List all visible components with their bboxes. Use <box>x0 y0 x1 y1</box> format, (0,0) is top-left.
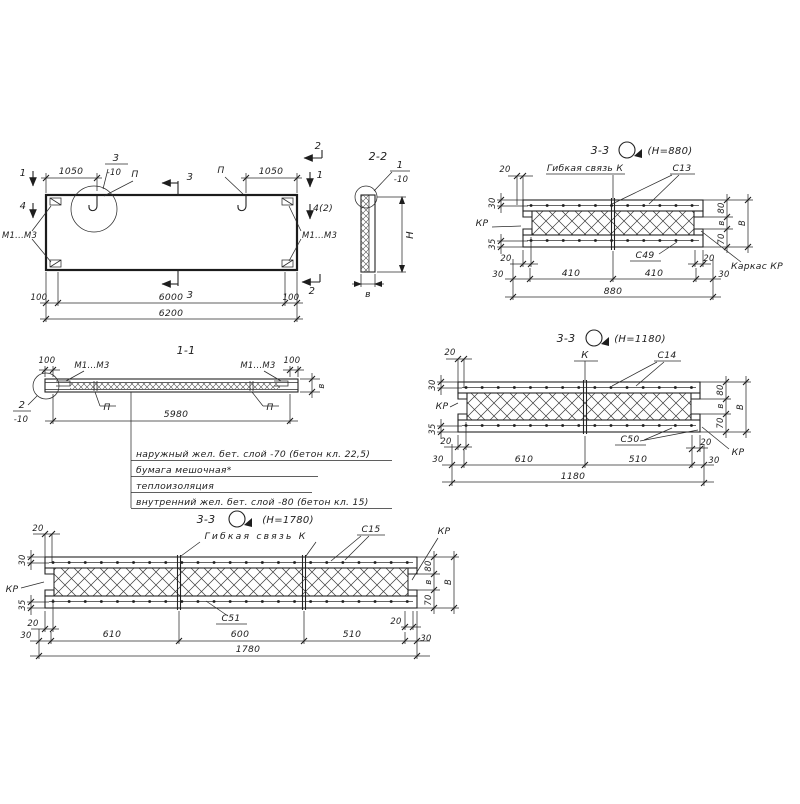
dim-v-2-2: в <box>365 289 371 300</box>
layer-row-4: внутренний жел. бет. слой -80 (бетон кл. 15) <box>136 497 369 508</box>
d20-bl-880: 20 <box>500 253 512 263</box>
detail-num: 3 <box>112 153 120 164</box>
d70-880: 70 <box>716 233 726 245</box>
d600-1780: 600 <box>230 629 250 640</box>
anchors-label-left: М1...М3 <box>2 230 38 240</box>
layer-row-2: бумага мешочная* <box>136 465 232 476</box>
layer-row-3: теплоизоляция <box>136 481 215 492</box>
anchors-leader-right <box>289 206 301 261</box>
dim-H: Н <box>405 231 416 239</box>
insulation-880 <box>532 211 694 235</box>
height-note-1180: (Н=1180) <box>614 334 666 345</box>
dv-1180: в <box>715 403 725 409</box>
mesh-top-label-1180: С14 <box>657 350 677 361</box>
d610-1780: 610 <box>102 629 122 640</box>
cut4-left-label: 4 <box>19 201 27 212</box>
wall-insulation <box>361 195 369 272</box>
lifting-loop-right <box>238 196 246 211</box>
d30-br-880: 30 <box>718 269 730 279</box>
section-1-1-title: 1-1 <box>176 344 196 357</box>
insulation-1180 <box>467 393 691 420</box>
dV-880: В <box>737 219 747 227</box>
frame-left-880: КР <box>475 218 489 229</box>
d30-left-1780: 30 <box>17 554 27 566</box>
anchors-1-1-right: М1...М3 <box>240 360 276 370</box>
d20-bl-1180: 20 <box>440 436 452 446</box>
plan-view <box>2 141 337 322</box>
dim-ticks-bottom-1780 <box>36 624 420 659</box>
d30-br-1780: 30 <box>420 633 432 643</box>
d20-top-880: 20 <box>499 164 511 174</box>
frame-right-1780: КР <box>437 526 451 537</box>
dim-100-l: 100 <box>38 355 56 365</box>
d20-top-1780: 20 <box>32 523 44 533</box>
height-note-880: (Н=880) <box>647 146 693 157</box>
mesh-bottom-label-880: С49 <box>635 250 655 261</box>
detail-scale-2-2: -10 <box>393 174 409 184</box>
d-total-880: 880 <box>603 286 623 297</box>
anchors-1-1-left: М1...М3 <box>74 360 110 370</box>
loop-1-1-right: П <box>266 402 274 413</box>
d510-1180: 510 <box>628 454 648 465</box>
tie-leader-1780 <box>181 542 316 556</box>
node-circle-1780 <box>229 511 245 527</box>
corner-plates <box>50 198 293 267</box>
dv-880: в <box>716 220 726 226</box>
d80-1780: 80 <box>423 560 433 572</box>
dim-1050-right: 1050 <box>258 166 284 177</box>
section-3-3-1780 <box>6 511 459 659</box>
mesh-bottom-label-1180: С50 <box>620 434 640 445</box>
dim-100-r: 100 <box>283 355 301 365</box>
loop-1-1-left: П <box>103 402 111 413</box>
d-total-1780: 1780 <box>235 644 261 655</box>
d20-bl-1780: 20 <box>27 618 39 628</box>
tie-label-1780: Гибкая связь К <box>204 531 308 542</box>
mesh-top-label-880: С13 <box>672 163 692 174</box>
d80-880: 80 <box>716 202 726 214</box>
d410-l-880: 410 <box>561 268 581 279</box>
d70-1180: 70 <box>715 417 725 429</box>
panel-outline <box>46 195 297 270</box>
d20-br-880: 20 <box>703 253 715 263</box>
layers-note <box>131 449 392 509</box>
d510-1780: 510 <box>342 629 362 640</box>
title-1780: 3-3 <box>196 513 216 526</box>
d30-left-880: 30 <box>487 197 497 209</box>
loop-leader-right <box>225 177 243 194</box>
title-1180: 3-3 <box>556 332 576 345</box>
loop-leader-left <box>104 181 133 196</box>
node-circle-880 <box>619 142 635 158</box>
title-880: 3-3 <box>590 144 610 157</box>
cut4-right-label: 4(2) <box>312 203 334 214</box>
cut1-right-label: 1 <box>316 170 324 181</box>
section-3-3-1180 <box>427 330 751 486</box>
node-circle-1180 <box>586 330 602 346</box>
cut1-left-label: 1 <box>19 168 27 179</box>
section-3-3-880 <box>476 142 783 300</box>
slab-insulation <box>70 383 280 389</box>
d30-bl-880: 30 <box>492 269 504 279</box>
cut3-bottom-label: 3 <box>186 290 194 301</box>
tie-leader-1180 <box>574 361 598 381</box>
cut3-top-label: 3 <box>186 172 194 183</box>
dim-6000: 6000 <box>158 292 184 303</box>
detail-scale-1-1: -10 <box>13 414 29 424</box>
tie-leader-880 <box>546 174 625 199</box>
dV-1180: В <box>735 403 745 411</box>
d30-bl-1780: 30 <box>20 630 32 640</box>
frame-left-1180: КР <box>435 401 449 412</box>
insulation-1780 <box>54 568 408 596</box>
height-note-1780: (Н=1780) <box>262 515 314 526</box>
detail-circle-1-1 <box>33 373 59 399</box>
d30-br-1180: 30 <box>708 455 720 465</box>
d410-r-880: 410 <box>644 268 664 279</box>
section-2-2-title: 2-2 <box>368 150 388 163</box>
tie-label-880: Гибкая связь К <box>546 163 624 174</box>
d20-br-1180: 20 <box>700 437 712 447</box>
cut2-top-label: 2 <box>314 141 322 152</box>
cut2-bottom-label: 2 <box>308 286 316 297</box>
d-total-1180: 1180 <box>560 471 586 482</box>
mesh-top-label-1780: С15 <box>361 524 381 535</box>
frame-left-1780: КР <box>5 584 19 595</box>
detail-num-2-2: 1 <box>396 160 404 171</box>
d80-1180: 80 <box>715 384 725 396</box>
dim-6200: 6200 <box>158 308 184 319</box>
d20-top-1180: 20 <box>444 347 456 357</box>
dim-v-1-1: в <box>316 383 326 389</box>
frame-right-1180: КР <box>731 447 745 458</box>
mesh-bottom-label-1780: С51 <box>221 613 241 624</box>
lifting-loop-left <box>89 196 97 211</box>
layer-row-1: наружный жел. бет. слой -70 (бетон кл. 22,5) <box>136 449 371 460</box>
detail-num-1-1: 2 <box>18 400 26 411</box>
loop-label-right: П <box>217 165 225 176</box>
d610-1180: 610 <box>514 454 534 465</box>
detail-scale: -10 <box>106 167 122 177</box>
loop-label-left: П <box>131 169 139 180</box>
dim-1050-left: 1050 <box>58 166 84 177</box>
dim-100-left: 100 <box>30 292 48 302</box>
frame-left-leader-1180 <box>450 403 458 407</box>
dV-1780: В <box>443 578 453 586</box>
frame-note-880: Каркас КР <box>731 261 783 272</box>
frame-left-leader-880 <box>492 226 521 227</box>
d35-left-1780: 35 <box>17 599 27 611</box>
d30-bl-1180: 30 <box>432 454 444 464</box>
d20-br-1780: 20 <box>390 616 402 626</box>
d35-left-1180: 35 <box>427 423 437 435</box>
dim-5980: 5980 <box>163 409 189 420</box>
height-dim-lines <box>377 197 406 272</box>
dim-100-right: 100 <box>282 292 300 302</box>
dv-1780: в <box>423 579 433 585</box>
tie-label-1180: К <box>581 350 589 361</box>
d35-left-880: 35 <box>487 238 497 250</box>
anchors-label-right: М1...М3 <box>302 230 338 240</box>
frame-left-leader-1780 <box>21 582 44 588</box>
section-2-2 <box>352 150 416 300</box>
d30-left-1180: 30 <box>427 379 437 391</box>
d70-1780: 70 <box>423 594 433 606</box>
